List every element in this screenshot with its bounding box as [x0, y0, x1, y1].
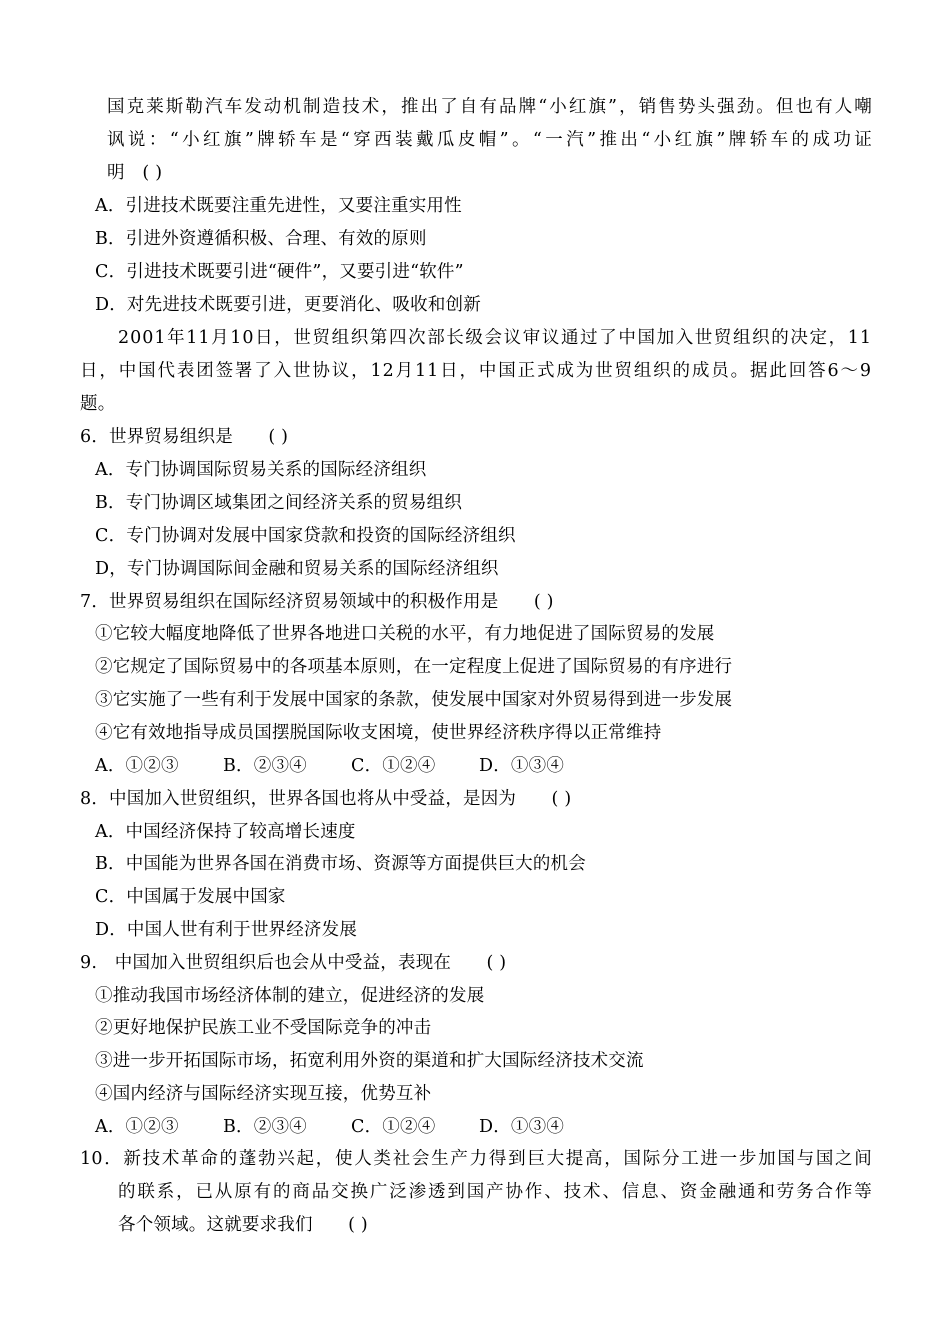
q9-stem: 9. 中国加入世贸组织后也会从中受益，表现在 ( ) — [80, 953, 507, 973]
q10-stem-line-2: 的联系，已从原有的商品交换广泛渗透到国产协作、技术、信息、资金融通和劳务合作等 — [118, 1182, 872, 1202]
q6-option-a[interactable]: A．专门协调国际贸易关系的国际经济组织 — [95, 460, 427, 480]
q7-stem: 7．世界贸易组织在国际经济贸易领域中的积极作用是 ( ) — [80, 592, 554, 612]
q7-item-4: ④它有效地指导成员国摆脱国际收支困境，使世界经济秩序得以正常维持 — [95, 723, 662, 743]
q5-option-a[interactable]: A．引进技术既要注重先进性，又要注重实用性 — [95, 196, 462, 216]
q7-item-2: ②它规定了国际贸易中的各项基本原则，在一定程度上促进了国际贸易的有序进行 — [95, 657, 733, 677]
q10-stem-line-1: 10．新技术革命的蓬勃兴起，使人类社会生产力得到巨大提高，国际分工进一步加国与国之间 — [80, 1149, 872, 1169]
passage-line-3: 题。 — [80, 394, 116, 414]
q9-choice-a[interactable]: A．①②③ — [95, 1117, 179, 1137]
q6-option-c[interactable]: C．专门协调对发展中国家贷款和投资的国际经济组织 — [95, 526, 516, 546]
q5-option-d[interactable]: D．对先进技术既要引进，更要消化、吸收和创新 — [95, 295, 481, 315]
q8-option-b[interactable]: B．中国能为世界各国在消费市场、资源等方面提供巨大的机会 — [95, 854, 586, 874]
q9-choice-c[interactable]: C．①②④ — [351, 1117, 436, 1137]
q7-choices — [95, 755, 564, 777]
q6-option-b[interactable]: B．专门协调区域集团之间经济关系的贸易组织 — [95, 493, 463, 513]
q5-option-c[interactable]: C．引进技术既要引进“硬件”，又要引进“软件” — [95, 262, 464, 282]
q5-stem-line-1: 国克莱斯勒汽车发动机制造技术，推出了自有品牌“小红旗”，销售势头强劲。但也有人嘲 — [107, 97, 872, 117]
q9-item-3: ③进一步开拓国际市场，拓宽利用外资的渠道和扩大国际经济技术交流 — [95, 1051, 644, 1071]
passage-line-1: 2001年11月10日，世贸组织第四次部长级会议审议通过了中国加入世贸组织的决定，11 — [118, 328, 872, 348]
q7-item-1: ①它较大幅度地降低了世界各地进口关税的水平，有力地促进了国际贸易的发展 — [95, 624, 715, 644]
q5-stem-line-2: 讽说：“小红旗”牌轿车是“穿西装戴瓜皮帽”。“一汽”推出“小红旗”牌轿车的成功证 — [107, 130, 872, 150]
q7-choice-b[interactable]: B．②③④ — [223, 756, 307, 776]
q8-option-c[interactable]: C．中国属于发展中国家 — [95, 887, 286, 907]
q7-choice-d[interactable]: D．①③④ — [479, 756, 565, 776]
q9-choice-d[interactable]: D．①③④ — [479, 1117, 565, 1137]
q7-choice-a[interactable]: A．①②③ — [95, 756, 179, 776]
q6-option-d[interactable]: D，专门协调国际间金融和贸易关系的国际经济组织 — [95, 559, 499, 579]
q9-item-1: ①推动我国市场经济体制的建立，促进经济的发展 — [95, 986, 485, 1006]
q8-option-a[interactable]: A．中国经济保持了较高增长速度 — [95, 822, 356, 842]
q7-choice-c[interactable]: C．①②④ — [351, 756, 436, 776]
q9-item-2: ②更好地保护民族工业不受国际竞争的冲击 — [95, 1018, 432, 1038]
q8-option-d[interactable]: D．中国人世有利于世界经济发展 — [95, 920, 358, 940]
q6-stem: 6．世界贸易组织是 ( ) — [80, 427, 289, 447]
q9-choices — [95, 1116, 564, 1138]
q7-item-3: ③它实施了一些有利于发展中国家的条款，使发展中国家对外贸易得到进一步发展 — [95, 690, 733, 710]
q5-stem-line-3: 明 ( ) — [107, 163, 163, 183]
passage-line-2: 日，中国代表团签署了入世协议，12月11日，中国正式成为世贸组织的成员。据此回答6～9 — [80, 361, 872, 381]
q10-stem-line-3: 各个领域。这就要求我们 ( ) — [118, 1215, 368, 1235]
q9-item-4: ④国内经济与国际经济实现互接，优势互补 — [95, 1084, 432, 1104]
q5-option-b[interactable]: B．引进外资遵循积极、合理、有效的原则 — [95, 229, 427, 249]
q9-choice-b[interactable]: B．②③④ — [223, 1117, 307, 1137]
q8-stem: 8．中国加入世贸组织，世界各国也将从中受益，是因为 ( ) — [80, 789, 572, 809]
